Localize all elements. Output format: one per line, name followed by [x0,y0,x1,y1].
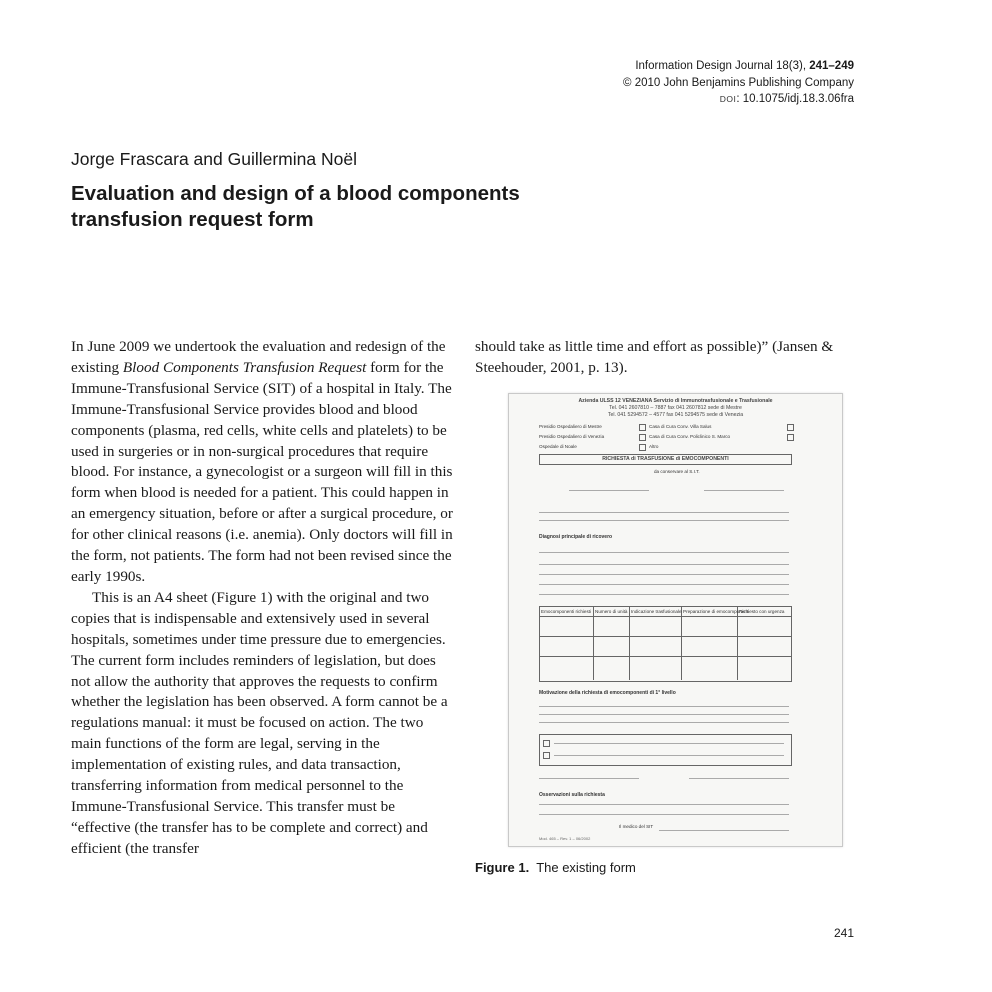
form-hospital-1: Presidio Ospedaliero di Mestre [539,424,602,429]
journal-name: Information Design Journal 18(3), [635,60,810,72]
form-line [539,814,789,815]
form-line [539,714,789,715]
form-line [539,520,789,521]
doi-label: DOI [719,94,737,104]
form-clinic-3: Altro [649,444,659,449]
form-line [539,512,789,513]
form-checkbox [543,752,550,759]
form-motivation-label: Motivazione della richiesta di emocomponenti di 1° livello [539,690,676,696]
journal-citation [623,58,854,75]
form-line [539,594,789,595]
paragraph-1-start: In June 2009 we undertook the evaluation and redesign of the existing [71,338,446,376]
form-col-components: Emocomponenti richiesti [541,609,592,614]
form-line [539,778,639,779]
form-col-preparation: Preparazione di emocomponenti [683,609,750,614]
form-subtitle: da conservare al S.I.T. [654,469,700,474]
form-line [539,804,789,805]
article-title: Evaluation and design of a blood components transfusion request form [71,182,520,231]
form-checkbox [787,434,794,441]
form-line [554,743,784,744]
doi-line [623,91,854,108]
form-table-divider [737,606,738,680]
form-line [539,616,791,617]
figure-existing-form-image [508,393,843,847]
form-line [659,830,789,831]
article-authors: Jorge Frascara and Guillermina Noël [71,149,357,169]
body-column-left [71,337,455,860]
form-checkbox [543,740,550,747]
figure-caption [475,860,636,875]
form-line [539,552,789,553]
form-consent-box [539,734,792,766]
journal-pages: 241–249 [809,60,854,72]
form-clinic-2: Casa di Cura Conv. Policlinico S. Marco [649,434,731,439]
paragraph-1-end: form for the Immune-Transfusional Service (SIT) of a hospital in Italy. The Immune-Transfusional Service provides blood and blood components (plasma, red cells, white cells and platelets) to be used in surgeries or in non-surgical procedures that require blood. For instance, a gynecologist or a surgeon will fill in this form when blood is needed for a patient. This could happen in an emergency situation, before or after a surgical procedure, or for other clinical reasons (i.e. anemia). Only doctors will fill in the form, not patients. The form had not been revised since the early 1990s. [71,358,453,585]
journal-header [623,58,854,108]
form-col-indication: Indicazione trasfusionale [631,609,682,614]
form-diagnosis-label: Diagnosi principale di ricovero [539,534,613,540]
form-checkbox [639,424,646,431]
form-checkbox [787,424,794,431]
form-line [539,574,789,575]
form-table-divider [593,606,594,680]
form-table-divider [629,606,630,680]
form-line [689,778,789,779]
form-checkbox [639,434,646,441]
form-line [539,656,791,657]
form-line [539,636,791,637]
figure-caption-text: The existing form [536,860,636,875]
form-line [704,490,784,491]
form-tel-line-2: Tel. 041 5294572 – 4577 fax 041 5294575 sede di Venezia [607,412,744,418]
paragraph-1 [71,337,455,588]
form-line [539,584,789,585]
form-hospital-2: Presidio Ospedaliero di Venezia [539,434,605,439]
form-footer-code: Mod. 465 – Rev. 1 – 06/2002 [539,836,591,841]
form-title-box: RICHIESTA di TRASFUSIONE di EMOCOMPONENTI [539,454,792,465]
doi-value: : 10.1075/idj.18.3.06fra [736,93,854,105]
form-line [539,722,789,723]
form-table-divider [681,606,682,680]
form-name-italic: Blood Components Transfusion Request [122,358,367,376]
form-checkbox [639,444,646,451]
form-observations-label: Osservazioni sulla richiesta [539,792,605,798]
paragraph-3: should take as little time and effort as possible)” (Jansen & Steehouder, 2001, p. 13). [475,338,834,376]
body-column-right [475,337,860,379]
form-tel-line-1: Tel. 041 2607810 – 7887 fax 041 2607812 sede di Mestre [609,405,742,411]
form-line [554,755,784,756]
form-org-line: Azienda ULSS 12 VENEZIANA Servizio di Immunotrasfusionale e Trasfusionale [578,398,773,404]
form-line [569,490,649,491]
figure-caption-label: Figure 1. [475,860,530,875]
paragraph-2: This is an A4 sheet (Figure 1) with the original and two copies that is indispensable and extensively used in several hospitals, sometimes under time pressure due to emergencies. The current form includes reminders of legislation, but does not allow the authority that approves the requests to confirm whether the legislation has been observed. A form cannot be a regulations manual: it must be focused on action. The two main functions of the form are legal, serving in the implementation of existing rules, and data transaction, transferring information from medical personnel to the Immune-Transfusional Service. This transfer must be “effective (the transfer has to be complete and correct) and efficient (the transfer [71,588,448,857]
form-line [539,706,789,707]
form-org-header [509,398,842,419]
form-hospital-3: Ospedale di Noale [539,444,577,449]
form-components-table [539,606,792,682]
form-col-units: Numero di unità [595,609,628,614]
form-col-urgent: Richiesto con urgenza [739,609,785,614]
page-number: 241 [833,926,854,940]
form-doctor-label: Il medico del SIT [619,824,654,829]
form-clinic-1: Casa di Cura Conv. Villa Salus [649,424,712,429]
form-line [539,564,789,565]
copyright-line: © 2010 John Benjamins Publishing Company [623,76,854,89]
